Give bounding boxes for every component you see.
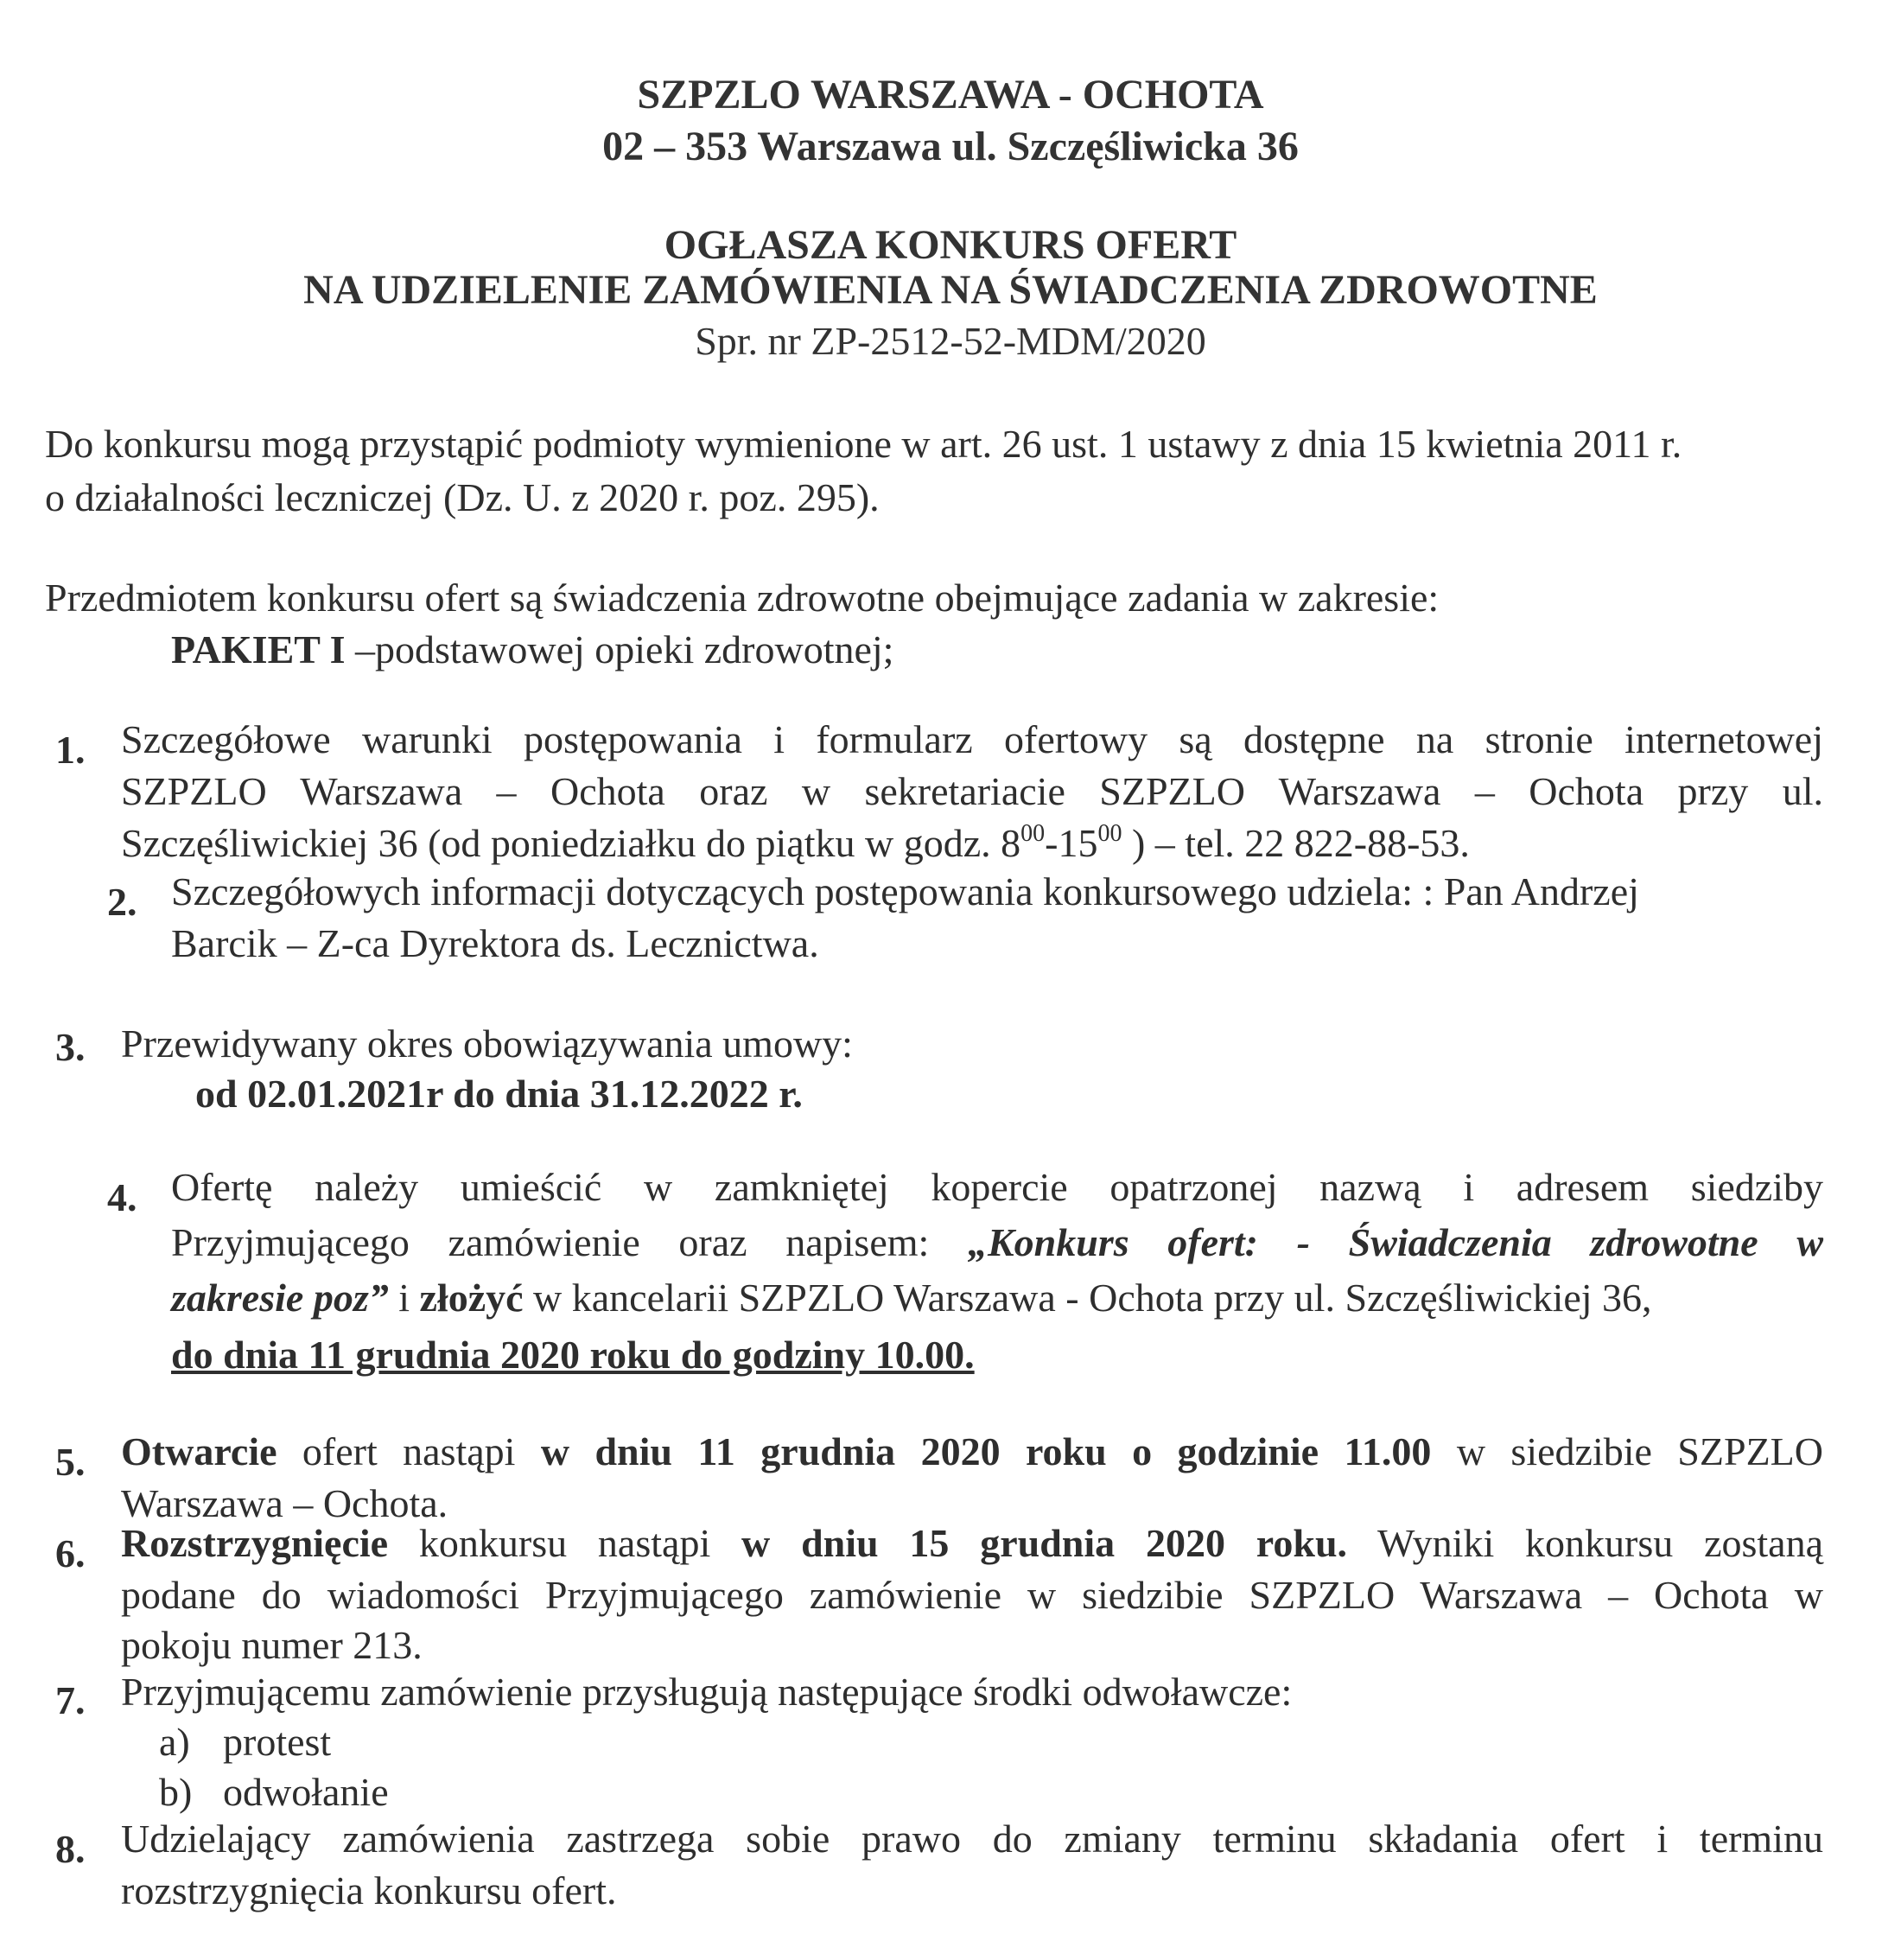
remedy-a-label: a) [159,1720,190,1764]
item-1-line-2: SZPZLO Warszawa – Ochota oraz w sekretariacie SZPZLO Warszawa – Ochota przy ul. [121,769,1823,813]
item-4-line-1: Ofertę należy umieścić w zamkniętej kopercie opatrzonej nazwą i adresem siedziby [171,1165,1823,1209]
item-6-line-3: pokoju numer 213. [121,1623,423,1667]
case-number: Spr. nr ZP-2512-52-MDM/2020 [695,319,1206,363]
item-4-line-3-conj: i [388,1276,420,1320]
item-2-line-2: Barcik – Z-ca Dyrektora ds. Lecznictwa. [171,921,819,965]
item-8-line-1: Udzielający zamówienia zastrzega sobie prawo do zmiany terminu składania ofert i terminu [121,1817,1823,1861]
item-2-line-1: Szczegółowych informacji dotyczących postępowania konkursowego udziela: : Pan Andrzej [171,869,1639,913]
item-4-line-3 [171,1274,1652,1322]
item-3-number: 3. [55,1025,86,1069]
item-3-line-1: Przewidywany okres obowiązywania umowy: [121,1021,853,1066]
announcement-subtitle: NA UDZIELENIE ZAMÓWIENIA NA ŚWIADCZENIA ZDROWOTNE [303,267,1598,313]
resolution-date: w dniu 15 grudnia 2020 roku. [741,1521,1348,1565]
hour-superscript-start: 00 [1020,820,1046,847]
item-5-line-2: Warszawa – Ochota. [121,1481,448,1525]
item-4-line-2 [171,1219,1823,1267]
submission-deadline: do dnia 11 grudnia 2020 roku do godziny 10.00. [171,1333,975,1377]
hour-superscript-end: 00 [1097,820,1122,847]
item-8-number: 8. [55,1827,86,1871]
item-7-line-1: Przyjmującemu zamówienie przysługują następujące środki odwoławcze: [121,1670,1293,1714]
item-4-line-3-rest: w kancelarii SZPZLO Warszawa - Ochota przy ul. Szczęśliwickiej 36, [523,1276,1652,1320]
envelope-inscription-start: „Konkurs ofert: - Świadczenia zdrowotne w [967,1220,1824,1264]
closing-quote: ” [368,1276,389,1320]
item-2-number: 2. [107,880,137,924]
opening-label: Otwarcie [121,1429,277,1473]
intro-line-1: Do konkursu mogą przystąpić podmioty wymienione w art. 26 ust. 1 ustawy z dnia 15 kwietnia 2011 r. [45,422,1682,466]
pakiet-line [171,626,893,674]
item-5-line-1 [121,1428,1823,1476]
pakiet-text: –podstawowej opieki zdrowotnej; [345,627,894,671]
opening-datetime: w dniu 11 grudnia 2020 roku o godzinie 11.00 [540,1429,1432,1473]
announcement-title: OGŁASZA KONKURS OFERT [664,222,1237,268]
remedy-a-text: protest [223,1720,332,1764]
org-name: SZPZLO WARSZAWA - OCHOTA [637,72,1264,118]
intro-line-2: o działalności leczniczej (Dz. U. z 2020 r. poz. 295). [45,475,880,519]
item-5-line-1-b: ofert nastąpi [277,1429,541,1473]
item-1-number: 1. [55,728,86,772]
item-1-line-3-c: ) – tel. 22 822-88-53. [1122,821,1470,865]
item-5-line-1-d: w siedzibie SZPZLO [1431,1429,1823,1473]
item-1-line-3 [121,819,1470,868]
resolution-label: Rozstrzygnięcie [121,1521,389,1565]
item-7-number: 7. [55,1678,86,1722]
item-1-line-1: Szczegółowe warunki postępowania i formularz ofertowy są dostępne na stronie internetowej [121,717,1823,761]
item-6-number: 6. [55,1531,86,1575]
item-1-line-3-a: Szczęśliwickiej 36 (od poniedziałku do piątku w godz. 8 [121,821,1021,865]
org-address: 02 – 353 Warszawa ul. Szczęśliwicka 36 [602,124,1299,169]
item-6-line-1-d: Wyniki konkursu zostaną [1347,1521,1824,1565]
remedy-b-label: b) [159,1770,193,1814]
item-6-line-2: podane do wiadomości Przyjmującego zamówienie w siedzibie SZPZLO Warszawa – Ochota w [121,1573,1823,1617]
remedy-b-text: odwołanie [223,1770,389,1814]
item-1-line-3-b: -15 [1045,821,1098,865]
contract-period: od 02.01.2021r do dnia 31.12.2022 r. [195,1072,803,1116]
item-4-number: 4. [107,1175,137,1219]
item-8-line-2: rozstrzygnięcia konkursu ofert. [121,1868,617,1912]
pakiet-label: PAKIET I [171,627,346,671]
item-4-line-2-a: Przyjmującego zamówienie oraz napisem: [171,1220,968,1264]
item-6-line-1-b: konkursu nastąpi [388,1521,742,1565]
item-6-line-1 [121,1519,1823,1568]
item-5-number: 5. [55,1440,86,1484]
submit-verb: złożyć [419,1276,524,1320]
envelope-inscription-end: zakresie poz [171,1276,369,1320]
subject-line: Przedmiotem konkursu ofert są świadczenia zdrowotne obejmujące zadania w zakresie: [45,576,1440,620]
